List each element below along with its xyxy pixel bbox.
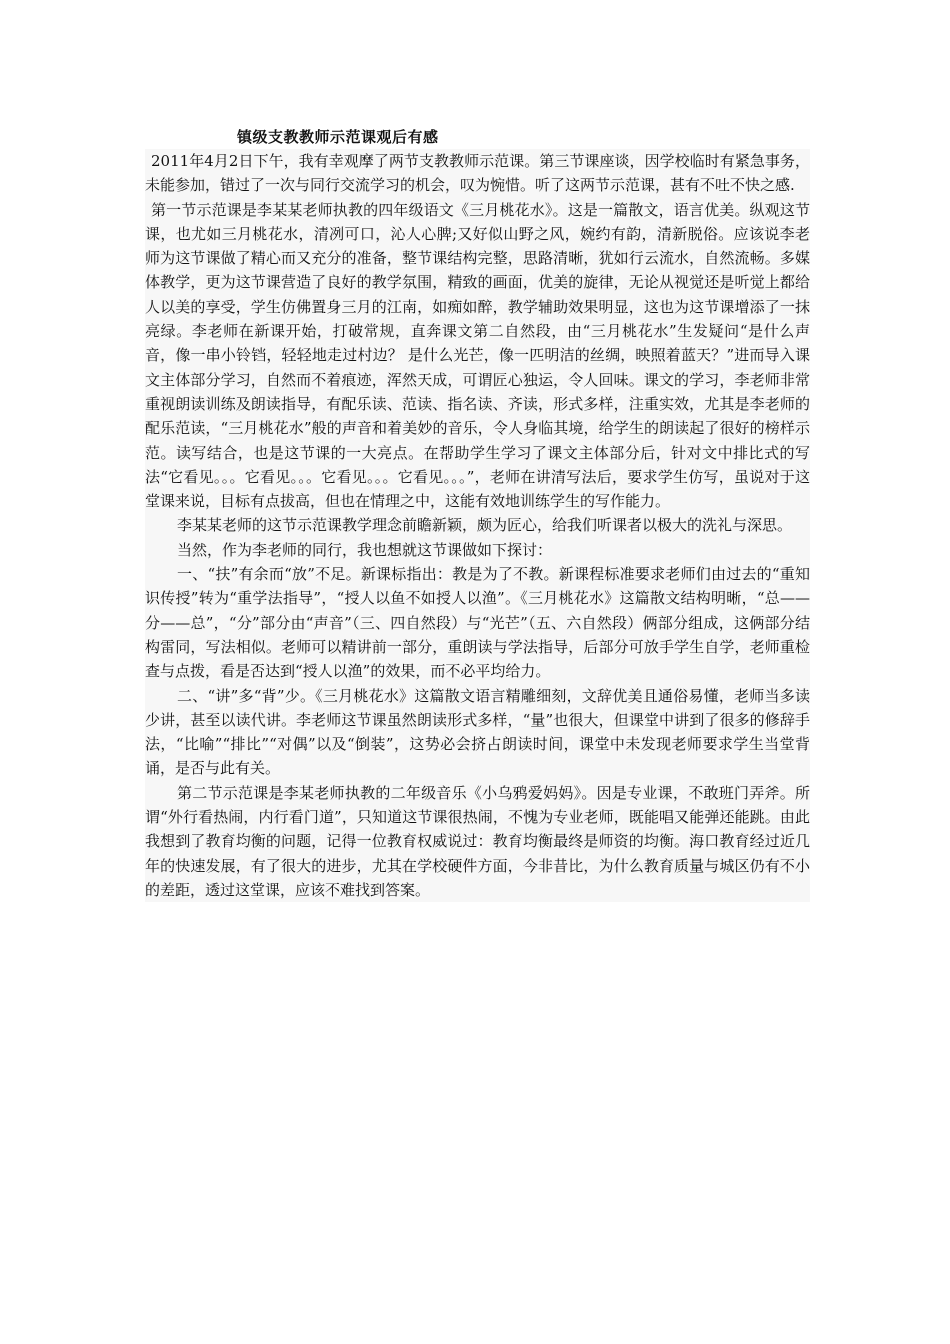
document-body [145, 149, 810, 902]
paragraph-intro: 2011年4月2日下午，我有幸观摩了两节支教教师示范课。第三节课座谈，因学校临时有紧急事务，未能参加，错过了一次与同行交流学习的机会，叹为惋惜。听了这两节示范课，甚有不吐不快之感. [145, 152, 810, 195]
paragraph-second-lesson: 第二节示范课是李某老师执教的二年级音乐《小乌鸦爱妈妈》。因是专业课，不敢班门弄斧。所谓“外行看热闹，内行看门道”，只知道这节课很热闹，不愧为专业老师，既能唱又能弹还能跳。由此我想到了教育均衡的问题，记得一位教育权威说过：教育均衡最终是师资的均衡。海口教育经过近几年的快速发展，有了很大的进步，尤其在学校硬件方面，今非昔比，为什么教育质量与城区仍有不小的差距，透过这堂课，应该不难找到答案。 [145, 783, 810, 899]
paragraph-first-lesson: 第一节示范课是李某某老师执教的四年级语文《三月桃花水》。这是一篇散文，语言优美。纵观这节课，也尤如三月桃花水，清冽可口，沁人心脾;又好似山野之风，婉约有韵，清新脱俗。应该说李老师为这节课做了精心而又充分的准备，整节课结构完整，思路清晰，犹如行云流水，自然流畅。多媒体教学，更为这节课营造了良好的教学氛围，精致的画面，优美的旋律，无论从视觉还是听觉上都给人以美的享受，学生仿佛置身三月的江南，如痴如醉，教学辅助效果明显，这也为这节课增添了一抹亮绿。李老师在新课开始，打破常规，直奔课文第二自然段，由“三月桃花水”生发疑问“是什么声音，像一串小铃铛，轻轻地走过村边？ 是什么光芒，像一匹明洁的丝绸，映照着蓝天？”进而导入课文主体部分学习，自然而不着痕迹，浑然天成，可谓匠心独运，令人回味。课文的学习，李老师非常重视朗读训练及朗读指导，有配乐读、范读、指名读、齐读，形式多样，注重实效，尤其是李老师的配乐范读，“三月桃花水”般的声音和着美妙的音乐，令人身临其境，给学生的朗读起了很好的榜样示范。读写结合，也是这节课的一大亮点。在帮助学生学习了课文主体部分后，针对文中排比式的写法“它看见。。。它看见。。。它看见。。。它看见。。。”，老师在讲清写法后，要求学生仿写，虽说对于这堂课来说，目标有点拔高，但也在情理之中，这能有效地训练学生的写作能力。 [145, 200, 810, 511]
paragraph-summary: 李某某老师的这节示范课教学理念前瞻新颖，颇为匠心，给我们听课者以极大的洗礼与深思。 [177, 516, 793, 535]
paragraph-point-two: 二、“讲”多“背”少。《三月桃花水》这篇散文语言精雕细刻，文辞优美且通俗易懂，老师当多读少讲，甚至以读代讲。李老师这节课虽然朗读形式多样，“量”也很大，但课堂中讲到了很多的修辞手法，“比喻”“排比”“对偶”以及“倒装”，这势必会挤占朗读时间，课堂中未发现老师要求学生当堂背诵，是否与此有关。 [145, 686, 810, 778]
document-title: 镇级支教教师示范课观后有感 [237, 128, 439, 146]
paragraph-discussion-intro: 当然，作为李老师的同行，我也想就这节课做如下探讨： [177, 540, 553, 559]
paragraph-point-one: 一、“扶”有余而“放”不足。新课标指出：教是为了不教。新课程标准要求老师们由过去的“重知识传授”转为“重学法指导”，“授人以鱼不如授人以渔”。《三月桃花水》这篇散文结构明晰，“总——分——总”，“分”部分由“声音”（三、四自然段）与“光芒”（五、六自然段）俩部分组成，这俩部分结构雷同，写法相似。老师可以精讲前一部分，重朗读与学法指导，后部分可放手学生自学，老师重检查与点拨，看是否达到“授人以渔”的效果，而不必平均给力。 [145, 565, 810, 681]
